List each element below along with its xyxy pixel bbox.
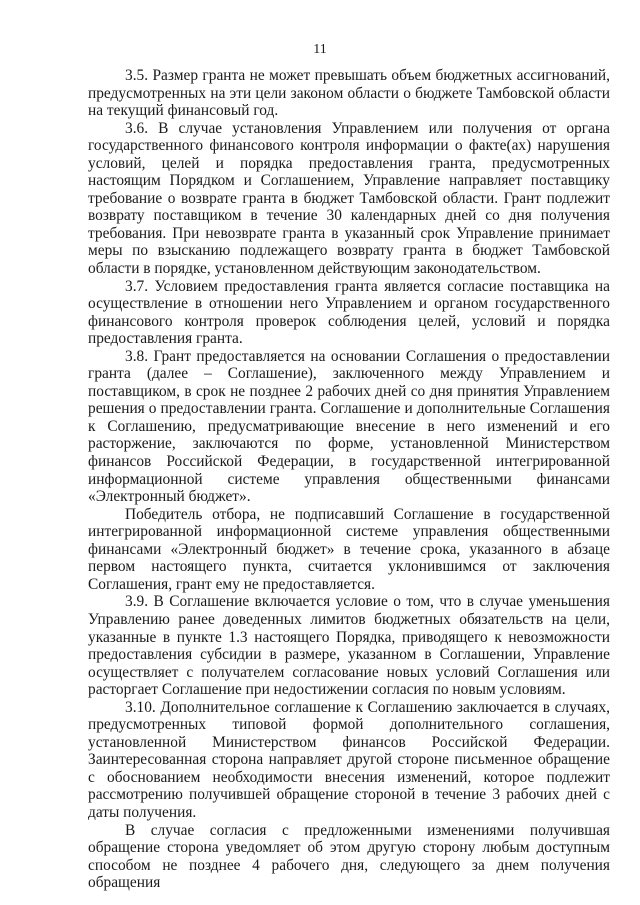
paragraph-3-9: 3.9. В Соглашение включается условие о том, что в случае уменьшения Управлению ранее доведенных лимитов бюджетных обязательств на цели, указанные в пункте 1.3 настоящего Порядка, приводящего к невозможности предоставления субсидии в размере, указанном в Соглашении, Управление осуществляет с получателем согласование новых условий Соглашения или расторгает Соглашение при недостижении согласия по новым условиям.: [88, 593, 610, 699]
paragraph-3-7: 3.7. Условием предоставления гранта является согласие поставщика на осуществление в отношении него Управлением и органом государственного финансового контроля проверок соблюдения целей, условий и порядка предоставления гранта.: [88, 277, 610, 348]
paragraph-agreement-consent: В случае согласия с предложенными изменениями получившая обращение сторона уведомляет об этом другую сторону любым доступным способом не позднее 4 рабочего дня, следующего за днем получения обращения: [88, 821, 610, 892]
paragraph-3-6: 3.6. В случае установления Управлением или получения от органа государственного финансового контроля информации о факте(ах) нарушения условий, целей и порядка предоставления гранта, предусмотренных настоящим Порядком и Соглашением, Управление направляет поставщику требование о возврате гранта в бюджет Тамбовской области. Грант подлежит возврату поставщиком в течение 30 календарных дней со дня получения требования. При невозврате гранта в указанный срок Управление принимает меры по взысканию подлежащего возврату гранта в бюджет Тамбовской области в порядке, установленном действующим законодательством.: [88, 119, 610, 278]
paragraph-winner-refusal: Победитель отбора, не подписавший Соглашение в государственной интегрированной информационной системе управления общественными финансами «Электронный бюджет» в течение срока, указанного в абзаце первом настоящего пункта, считается уклонившимся от заключения Соглашения, грант ему не предоставляется.: [88, 505, 610, 593]
document-body: [88, 67, 610, 892]
paragraph-3-5: 3.5. Размер гранта не может превышать объем бюджетных ассигнований, предусмотренных на эти цели законом области о бюджете Тамбовской области на текущий финансовый год.: [88, 67, 610, 120]
paragraph-3-8: 3.8. Грант предоставляется на основании Соглашения о предоставлении гранта (далее – Соглашение), заключенного между Управлением и поставщиком, в срок не позднее 2 рабочих дней со дня принятия Управлением решения о предоставлении гранта. Соглашение и дополнительные Соглашения к Соглашению, предусматривающие внесение в него изменений и его расторжение, заключаются по форме, установленной Министерством финансов Российской Федерации, в государственной интегрированной информационной системе управления общественными финансами «Электронный бюджет».: [88, 347, 610, 506]
page-number: 11: [313, 42, 327, 57]
paragraph-3-10: 3.10. Дополнительное соглашение к Соглашению заключается в случаях, предусмотренных типовой формой дополнительного соглашения, установленной Министерством финансов Российской Федерации. Заинтересованная сторона направляет другой стороне письменное обращение с обоснованием необходимости внесения изменений, которое подлежит рассмотрению получившей обращение стороной в течение 3 рабочих дней с даты получения.: [88, 698, 610, 821]
